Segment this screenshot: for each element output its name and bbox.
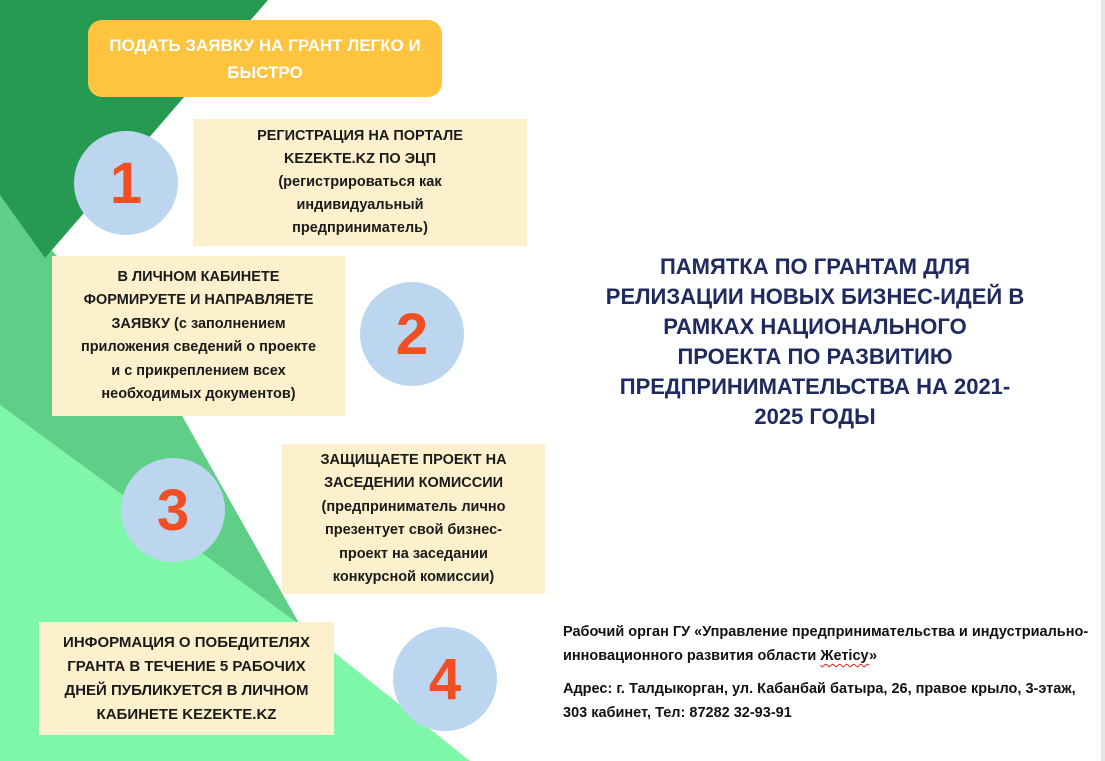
step-3-box [282,444,545,594]
step-4-text: ИНФОРМАЦИЯ О ПОБЕДИТЕЛЯХ ГРАНТА В ТЕЧЕНИЕ 5 РАБОЧИХ ДНЕЙ ПУБЛИКУЕТСЯ В ЛИЧНОМ КАБИНЕТЕ KEZEKTE.KZ [63,633,310,723]
organization-suffix: » [868,648,878,664]
step-1-box [193,119,527,246]
step-1-number: 1 [74,131,178,235]
organization-prefix: Рабочий орган ГУ «Управление предпринимательства и индустриально-инновационного развития области [563,624,1089,664]
step-2-box [52,256,345,416]
right-edge-strip [1101,0,1105,761]
step-3-text: ЗАЩИЩАЕТЕ ПРОЕКТ НА ЗАСЕДЕНИИ КОМИССИИ (предприниматель лично презентует свой бизнес- проект на заседании конкурсной комиссии) [320,451,507,585]
step-3-number: 3 [121,458,225,562]
header-banner-text: ПОДАТЬ ЗАЯВКУ НА ГРАНТ ЛЕГКО И БЫСТРО [109,35,421,82]
organization-region: Жетісу [820,648,869,664]
memo-title: ПАМЯТКА ПО ГРАНТАМ ДЛЯ РЕЛИЗАЦИИ НОВЫХ БИЗНЕС-ИДЕЙ В РАМКАХ НАЦИОНАЛЬНОГО ПРОЕКТА ПО РАЗВИТИЮ ПРЕДПРИНИМАТЕЛЬСТВА НА 2021- 2025 ГОДЫ [605,254,1025,429]
step-2-number: 2 [360,282,464,386]
step-4-box [39,622,334,735]
step-2-text: В ЛИЧНОМ КАБИНЕТЕ ФОРМИРУЕТЕ И НАПРАВЛЯЕТЕ ЗАЯВКУ (с заполнением приложения сведений о проекте и с прикреплением всех необходимых документов) [80,268,317,402]
step-4-number: 4 [393,627,497,731]
address-info: Адрес: г. Талдыкорган, ул. Кабанбай батыра, 26, правое крыло, 3-этаж, 303 кабинет, Тел: 87282 32-93-91 [563,681,1076,721]
header-banner [88,20,442,97]
step-1-text: РЕГИСТРАЦИЯ НА ПОРТАЛЕ KEZEKTE.KZ ПО ЭЦП (регистрироваться как индивидуальный предприниматель) [257,128,463,236]
organization-info [563,620,1093,668]
